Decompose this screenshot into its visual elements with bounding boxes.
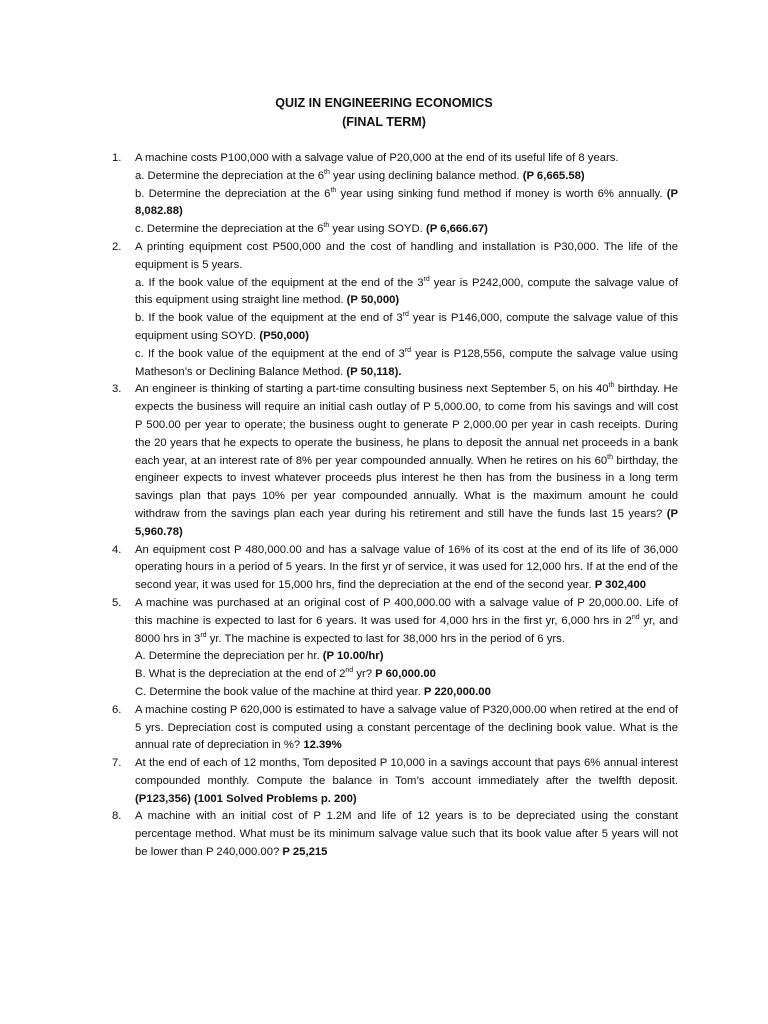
text-part: At the end of each of 12 months, Tom deposited P 10,000 in a savings account that pays 6% annual interest compounded monthly. Compute the balance in Tom’s account immediately after the twelfth deposit. bbox=[135, 757, 678, 787]
sub-text: yr? bbox=[353, 668, 376, 681]
question-number: 7. bbox=[112, 757, 122, 770]
answer: P 220,000.00 bbox=[423, 685, 491, 698]
sub-question-a bbox=[135, 168, 678, 186]
question-number: 8. bbox=[112, 810, 122, 823]
sub-question-b bbox=[135, 310, 678, 346]
sub-question-c bbox=[135, 684, 678, 702]
question-5 bbox=[112, 595, 678, 702]
question-4 bbox=[112, 542, 678, 595]
ordinal-suffix: th bbox=[330, 186, 337, 194]
question-text bbox=[135, 808, 678, 861]
answer: P 60,000.00 bbox=[375, 668, 436, 681]
question-number: 3. bbox=[112, 383, 122, 396]
sub-text: year using SOYD. bbox=[329, 223, 426, 236]
quiz-subtitle: (FINAL TERM) bbox=[342, 115, 426, 129]
sub-text: B. What is the depreciation at the end of 2 bbox=[135, 668, 346, 681]
sub-text: b. Determine the depreciation at the 6 bbox=[135, 187, 331, 200]
ordinal-suffix: nd bbox=[345, 667, 354, 675]
question-number: 5. bbox=[112, 596, 122, 609]
ordinal-suffix: th bbox=[324, 169, 330, 177]
sub-text: c. Determine the depreciation at the 6 bbox=[135, 223, 324, 236]
answer: (P 6,666.67) bbox=[425, 223, 488, 236]
text-part: birthday. He expects the business will require an initial cash outlay of P 5,000.00, to come from his savings and will cost P 500.00 per year to operate; the business ought to generate P 2,000.00 per year in cash receipts. During the 20 years that he expects to operate the business, he plans to deposit the annual net proceeds in a bank each year, at an interest rate of 8% per year compounded annually. When he retires on his 60 bbox=[135, 383, 678, 467]
question-7 bbox=[112, 755, 678, 808]
answer: (P 8,082.88) bbox=[135, 187, 679, 218]
question-text bbox=[135, 702, 678, 755]
sub-text: a. If the book value of the equipment at the end of the 3 bbox=[135, 276, 424, 289]
answer: (P50,000) bbox=[259, 329, 309, 342]
sub-text: A. Determine the depreciation per hr. bbox=[135, 650, 323, 663]
question-1 bbox=[112, 150, 678, 239]
ordinal-suffix: th bbox=[607, 453, 613, 461]
ordinal-suffix: th bbox=[323, 222, 330, 230]
question-number: 4. bbox=[112, 543, 122, 556]
quiz-title: QUIZ IN ENGINEERING ECONOMICS bbox=[275, 96, 493, 110]
answer: (P 10.00/hr) bbox=[322, 650, 384, 663]
sub-text: a. Determine the depreciation at the 6 bbox=[135, 169, 325, 182]
text-part: yr, and 8000 hrs in 3 bbox=[135, 614, 678, 645]
text-part: yr. The machine is expected to last for 38,000 hrs in the period of 6 yrs. bbox=[206, 632, 565, 645]
sub-question-b bbox=[135, 666, 678, 684]
question-text bbox=[135, 381, 678, 541]
answer: (P123,356) (1001 Solved Problems p. 200) bbox=[135, 792, 357, 805]
answer: (P 50,118). bbox=[346, 365, 402, 378]
answer: (P 5,960.78) bbox=[135, 507, 678, 538]
question-list bbox=[112, 150, 678, 862]
text-part: A machine with an initial cost of P 1.2M and life of 12 years is to be depreciated using the constant percentage method. What must be its minimum salvage value such that its book value after 5 years will not be lower than P 240,000.00? bbox=[135, 810, 678, 859]
sub-text: year using sinking fund method if money is worth 6% annually. bbox=[336, 187, 667, 200]
sub-question-a bbox=[135, 648, 678, 666]
answer: P 25,215 bbox=[282, 846, 328, 859]
ordinal-suffix: rd bbox=[404, 347, 412, 354]
answer: 12.39% bbox=[303, 739, 342, 752]
answer: (P 6,665.58) bbox=[522, 169, 585, 182]
question-8 bbox=[112, 808, 678, 861]
question-text bbox=[135, 755, 678, 808]
question-number: 2. bbox=[112, 240, 122, 253]
sub-text: C. Determine the book value of the machine at third year. bbox=[135, 685, 424, 698]
question-text bbox=[135, 542, 678, 595]
ordinal-suffix: rd bbox=[200, 631, 207, 639]
question-text: A printing equipment cost P500,000 and the cost of handling and installation is P30,000. The life of the equipment is 5 years. bbox=[135, 240, 678, 271]
sub-text: year is P146,000, compute the salvage value of this equipment using SOYD. bbox=[135, 312, 678, 342]
ordinal-suffix: th bbox=[608, 382, 615, 390]
sub-text: year is P128,556, compute the salvage value using Matheson’s or Declining Balance Method. bbox=[135, 347, 678, 378]
ordinal-suffix: rd bbox=[423, 275, 430, 283]
question-number: 6. bbox=[112, 703, 122, 716]
sub-text: year is P242,000, compute the salvage value of this equipment using straight line method. bbox=[135, 276, 678, 307]
sub-question-c bbox=[135, 346, 678, 382]
sub-question-c bbox=[135, 221, 678, 239]
sub-question-a bbox=[135, 275, 678, 311]
ordinal-suffix: nd bbox=[631, 613, 640, 621]
text-part: An equipment cost P 480,000.00 and has a salvage value of 16% of its cost at the end of its life of 36,000 operating hours in a period of 5 years. In the first yr of service, it was used for 12,000 hrs. If at the end of the second year, it was used for 15,000 hrs, find the depreciation at the end of the second year. bbox=[135, 543, 678, 592]
question-text: A machine costs P100,000 with a salvage value of P20,000 at the end of its useful life of 8 years. bbox=[135, 152, 619, 164]
text-part: birthday, the engineer expects to invest whatever proceeds plus interest he then has from the business in a long term savings plan that pays 10% per year compounded annually. What is the maximum amount he could withdraw from the savings plan each year during his retirement and still have the funds last 15 years? bbox=[135, 454, 678, 520]
sub-question-b bbox=[135, 186, 678, 222]
text-part: A machine costing P 620,000 is estimated to have a salvage value of P320,000.00 when retired at the end of 5 yrs. Depreciation cost is computed using a constant percentage of the declining book value. What is the annual rate of depreciation in %? bbox=[135, 703, 678, 752]
question-number: 1. bbox=[112, 152, 122, 164]
question-6 bbox=[112, 702, 678, 755]
sub-text: b. If the book value of the equipment at the end of 3 bbox=[135, 312, 403, 325]
answer: P 302,400 bbox=[594, 579, 647, 592]
sub-text: c. If the book value of the equipment at the end of 3 bbox=[135, 347, 405, 360]
question-2 bbox=[112, 239, 678, 381]
sub-text: year using declining balance method. bbox=[329, 169, 523, 182]
question-3 bbox=[112, 381, 678, 541]
answer: (P 50,000) bbox=[346, 294, 400, 307]
text-part: An engineer is thinking of starting a part-time consulting business next September 5, on his 40 bbox=[135, 383, 609, 396]
ordinal-suffix: rd bbox=[402, 311, 409, 319]
text-part: A machine was purchased at an original cost of P 400,000.00 with a salvage value of P 20,000.00. Life of this machine is expected to last for 6 years. It was used for 4,000 hrs in the first yr, 6,000 hrs in 2 bbox=[135, 596, 678, 627]
question-text bbox=[135, 595, 678, 648]
